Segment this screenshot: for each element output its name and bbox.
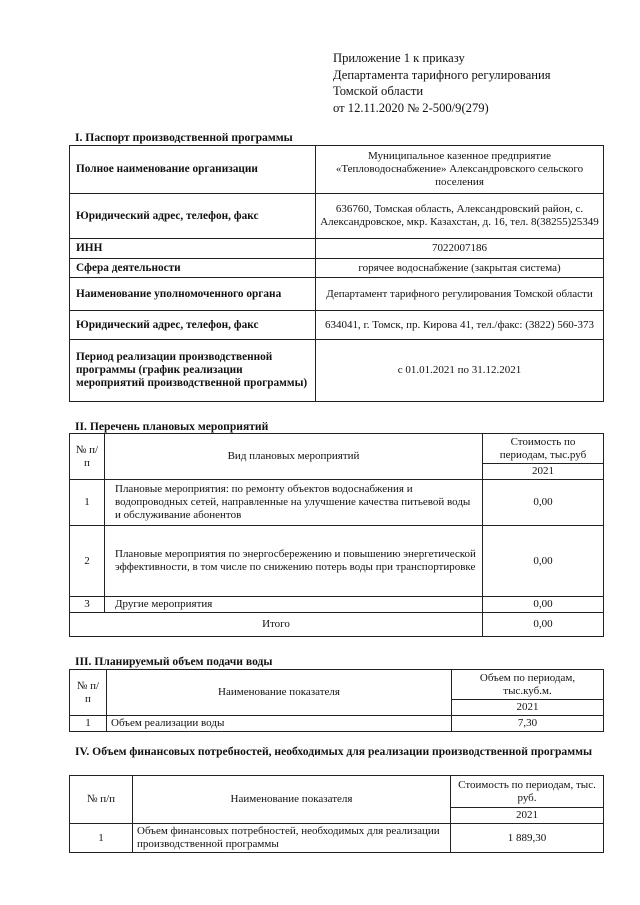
appendix-line: Приложение 1 к приказу xyxy=(333,51,465,65)
section-title-measures: II. Перечень плановых мероприятий xyxy=(75,420,269,433)
row-name: Объем реализации воды xyxy=(107,716,452,732)
passport-value: Муниципальное казенное предприятие «Тепловодоснабжение» Александровского сельского поселения xyxy=(316,146,604,194)
finance-table xyxy=(69,775,604,853)
appendix-line: от 12.11.2020 № 2-500/9(279) xyxy=(333,100,489,115)
passport-value: с 01.01.2021 по 31.12.2021 xyxy=(316,340,604,402)
col-header-year: 2021 xyxy=(451,808,604,824)
row-value: 7,30 xyxy=(452,716,604,732)
table-header-row xyxy=(70,776,604,808)
passport-value: горячее водоснабжение (закрытая система) xyxy=(316,259,604,278)
passport-value: 634041, г. Томск, пр. Кирова 41, тел./факс: (3822) 560-373 xyxy=(316,311,604,340)
row-value: 1 889,30 xyxy=(451,824,604,853)
table-row xyxy=(70,716,604,732)
total-label: Итого xyxy=(70,613,483,637)
passport-value: 636760, Томская область, Александровский район, с. Александровское, мкр. Казахстан, д. 16, тел. 8(38255)25349 xyxy=(316,194,604,239)
row-cost: 0,00 xyxy=(483,480,604,526)
passport-value: Департамент тарифного регулирования Томской области xyxy=(316,278,604,311)
section-title-passport: I. Паспорт производственной программы xyxy=(75,131,293,144)
measures-table xyxy=(69,433,604,637)
appendix-header xyxy=(333,50,633,116)
total-cost: 0,00 xyxy=(483,613,604,637)
row-num: 3 xyxy=(70,597,105,613)
col-header-cost: Стоимость по периодам, тыс.руб xyxy=(483,434,604,464)
row-cost: 0,00 xyxy=(483,526,604,597)
table-row xyxy=(70,526,604,597)
row-name: Объем финансовых потребностей, необходимых для реализации производственной программы xyxy=(133,824,451,853)
table-row xyxy=(70,480,604,526)
passport-table xyxy=(69,145,604,402)
col-header-num: № п/п xyxy=(70,434,105,480)
table-row xyxy=(70,340,604,402)
row-num: 1 xyxy=(70,824,133,853)
passport-label: Период реализации производственной программы (график реализации мероприятий производственной программы) xyxy=(70,340,316,402)
col-header-year: 2021 xyxy=(452,700,604,716)
table-row xyxy=(70,311,604,340)
table-row xyxy=(70,278,604,311)
row-num: 1 xyxy=(70,716,107,732)
table-row xyxy=(70,824,604,853)
passport-label: Юридический адрес, телефон, факс xyxy=(70,194,316,239)
table-header-row xyxy=(70,670,604,700)
appendix-line: Департамента тарифного регулирования xyxy=(333,67,551,82)
passport-label: ИНН xyxy=(70,239,316,259)
section-title-finance: IV. Объем финансовых потребностей, необходимых для реализации производственной программы xyxy=(75,745,593,758)
volume-table xyxy=(69,669,604,732)
section-title-volume: III. Планируемый объем подачи воды xyxy=(75,655,273,668)
row-name: Другие мероприятия xyxy=(105,597,483,613)
passport-label: Наименование уполномоченного органа xyxy=(70,278,316,311)
col-header-name: Вид плановых мероприятий xyxy=(105,434,483,480)
col-header-value: Объем по периодам, тыс.куб.м. xyxy=(452,670,604,700)
table-row xyxy=(70,597,604,613)
col-header-name: Наименование показателя xyxy=(133,776,451,824)
table-row xyxy=(70,239,604,259)
col-header-value: Стоимость по периодам, тыс. руб. xyxy=(451,776,604,808)
passport-value: 7022007186 xyxy=(316,239,604,259)
row-name: Плановые мероприятия по энергосбережению и повышению энергетической эффективности, в том числе по снижению потерь воды при транспортировке xyxy=(105,526,483,597)
table-header-row xyxy=(70,434,604,464)
table-row xyxy=(70,146,604,194)
col-header-num: № п/п xyxy=(70,776,133,824)
row-cost: 0,00 xyxy=(483,597,604,613)
row-name: Плановые мероприятия: по ремонту объектов водоснабжения и водопроводных сетей, направленные на улучшение качества питьевой воды и обслуживание абонентов xyxy=(105,480,483,526)
table-row xyxy=(70,194,604,239)
table-total-row xyxy=(70,613,604,637)
passport-label: Сфера деятельности xyxy=(70,259,316,278)
col-header-num: № п/п xyxy=(70,670,107,716)
passport-label: Юридический адрес, телефон, факс xyxy=(70,311,316,340)
appendix-line: Томской области xyxy=(333,84,424,98)
row-num: 1 xyxy=(70,480,105,526)
table-row xyxy=(70,259,604,278)
passport-label: Полное наименование организации xyxy=(70,146,316,194)
row-num: 2 xyxy=(70,526,105,597)
col-header-year: 2021 xyxy=(483,464,604,480)
col-header-name: Наименование показателя xyxy=(107,670,452,716)
